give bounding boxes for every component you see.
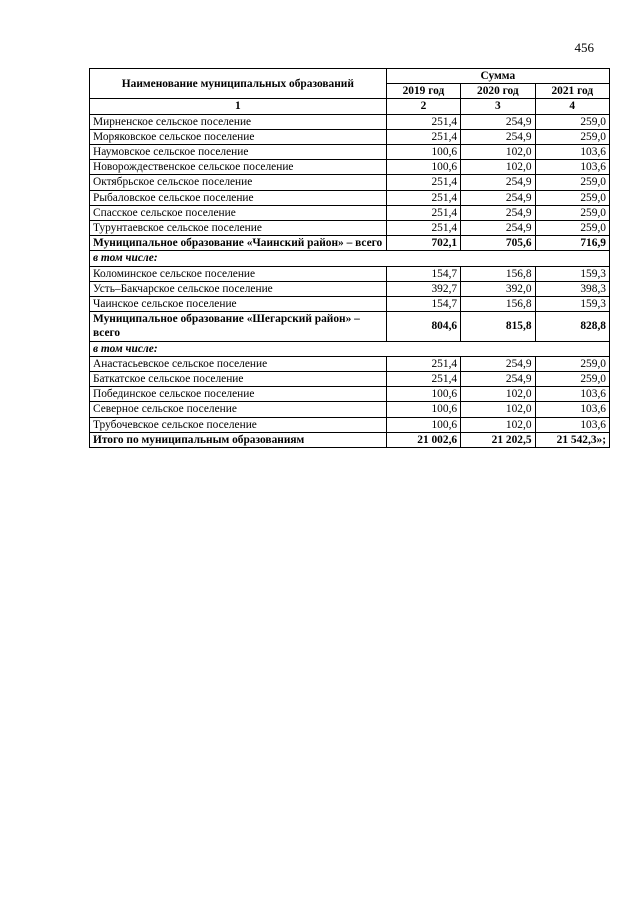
table-row <box>90 266 610 281</box>
municipality-name: Моряковское сельское поселение <box>90 129 387 144</box>
amount-2021: 259,0 <box>535 372 609 387</box>
amount-2019: 100,6 <box>386 402 460 417</box>
subheading-label: в том числе: <box>90 341 610 356</box>
municipality-name: Чаинское сельское поселение <box>90 297 387 312</box>
table-body <box>90 114 610 447</box>
amount-2020: 392,0 <box>461 281 535 296</box>
table-row <box>90 417 610 432</box>
table-row <box>90 114 610 129</box>
municipality-name: Коломинское сельское поселение <box>90 266 387 281</box>
amount-2021: 159,3 <box>535 266 609 281</box>
amount-2019: 251,4 <box>386 356 460 371</box>
amount-2020: 254,9 <box>461 129 535 144</box>
amount-2019: 251,4 <box>386 175 460 190</box>
amount-2021: 103,6 <box>535 145 609 160</box>
amount-2019: 100,6 <box>386 417 460 432</box>
amount-2021: 828,8 <box>535 312 609 341</box>
amount-2020: 102,0 <box>461 145 535 160</box>
amount-2019: 702,1 <box>386 236 460 251</box>
municipality-name: Наумовское сельское поселение <box>90 145 387 160</box>
grand-total-row <box>90 432 610 447</box>
municipality-name: Трубочевское сельское поселение <box>90 417 387 432</box>
table-row <box>90 175 610 190</box>
amount-2019: 251,4 <box>386 129 460 144</box>
amount-2020: 254,9 <box>461 356 535 371</box>
amount-2019: 251,4 <box>386 190 460 205</box>
amount-2021: 259,0 <box>535 221 609 236</box>
amount-2019: 154,7 <box>386 297 460 312</box>
header-year-2021: 2021 год <box>535 84 609 99</box>
budget-table <box>89 68 610 448</box>
amount-2021: 259,0 <box>535 205 609 220</box>
subheading-label: в том числе: <box>90 251 610 266</box>
amount-2021: 716,9 <box>535 236 609 251</box>
amount-2019: 251,4 <box>386 372 460 387</box>
header-year-2019: 2019 год <box>386 84 460 99</box>
municipality-name: Спасское сельское поселение <box>90 205 387 220</box>
municipality-name: Побединское сельское поселение <box>90 387 387 402</box>
municipality-name: Усть–Бакчарское сельское поселение <box>90 281 387 296</box>
district-total-row <box>90 312 610 341</box>
amount-2021: 103,6 <box>535 402 609 417</box>
amount-2021: 103,6 <box>535 417 609 432</box>
amount-2020: 254,9 <box>461 221 535 236</box>
table-row <box>90 356 610 371</box>
amount-2020: 102,0 <box>461 160 535 175</box>
amount-2020: 254,9 <box>461 205 535 220</box>
subheading-row <box>90 341 610 356</box>
amount-2019: 154,7 <box>386 266 460 281</box>
amount-2019: 100,6 <box>386 145 460 160</box>
municipality-name: Новорождественское сельское поселение <box>90 160 387 175</box>
amount-2020: 102,0 <box>461 417 535 432</box>
amount-2019: 392,7 <box>386 281 460 296</box>
municipality-name: Турунтаевское сельское поселение <box>90 221 387 236</box>
amount-2020: 254,9 <box>461 114 535 129</box>
table-row <box>90 402 610 417</box>
table-row <box>90 372 610 387</box>
table-row <box>90 221 610 236</box>
amount-2021: 21 542,3»; <box>535 432 609 447</box>
column-number: 1 <box>90 99 387 114</box>
table-row <box>90 387 610 402</box>
amount-2020: 156,8 <box>461 266 535 281</box>
header-name: Наименование муниципальных образований <box>90 69 387 99</box>
amount-2019: 251,4 <box>386 114 460 129</box>
amount-2020: 254,9 <box>461 190 535 205</box>
header-year-2020: 2020 год <box>461 84 535 99</box>
municipality-name: Мирненское сельское поселение <box>90 114 387 129</box>
amount-2019: 804,6 <box>386 312 460 341</box>
municipality-name: Рыбаловское сельское поселение <box>90 190 387 205</box>
municipality-name: Баткатское сельское поселение <box>90 372 387 387</box>
table-row <box>90 160 610 175</box>
page-number: 456 <box>574 40 594 55</box>
column-number: 4 <box>535 99 609 114</box>
amount-2020: 102,0 <box>461 402 535 417</box>
amount-2020: 815,8 <box>461 312 535 341</box>
municipality-name: Муниципальное образование «Шегарский район» – всего <box>90 312 387 341</box>
amount-2021: 259,0 <box>535 114 609 129</box>
amount-2019: 251,4 <box>386 205 460 220</box>
amount-2021: 259,0 <box>535 190 609 205</box>
amount-2019: 251,4 <box>386 221 460 236</box>
column-number: 3 <box>461 99 535 114</box>
table-row <box>90 205 610 220</box>
header-sum: Сумма <box>386 69 609 84</box>
table-row <box>90 145 610 160</box>
amount-2020: 705,6 <box>461 236 535 251</box>
table-row <box>90 297 610 312</box>
column-number-row <box>90 99 610 114</box>
subheading-row <box>90 251 610 266</box>
amount-2019: 21 002,6 <box>386 432 460 447</box>
amount-2020: 156,8 <box>461 297 535 312</box>
amount-2020: 254,9 <box>461 372 535 387</box>
amount-2020: 21 202,5 <box>461 432 535 447</box>
amount-2020: 102,0 <box>461 387 535 402</box>
amount-2021: 103,6 <box>535 387 609 402</box>
amount-2021: 259,0 <box>535 129 609 144</box>
table-row <box>90 190 610 205</box>
amount-2021: 103,6 <box>535 160 609 175</box>
district-total-row <box>90 236 610 251</box>
municipality-name: Анастасьевское сельское поселение <box>90 356 387 371</box>
amount-2019: 100,6 <box>386 160 460 175</box>
amount-2021: 259,0 <box>535 175 609 190</box>
amount-2021: 398,3 <box>535 281 609 296</box>
table-row <box>90 281 610 296</box>
municipality-name: Муниципальное образование «Чаинский район» – всего <box>90 236 387 251</box>
column-number: 2 <box>386 99 460 114</box>
municipality-name: Итого по муниципальным образованиям <box>90 432 387 447</box>
amount-2021: 259,0 <box>535 356 609 371</box>
amount-2020: 254,9 <box>461 175 535 190</box>
municipality-name: Октябрьское сельское поселение <box>90 175 387 190</box>
municipality-name: Северное сельское поселение <box>90 402 387 417</box>
table-row <box>90 129 610 144</box>
header-row <box>90 69 610 84</box>
amount-2019: 100,6 <box>386 387 460 402</box>
amount-2021: 159,3 <box>535 297 609 312</box>
